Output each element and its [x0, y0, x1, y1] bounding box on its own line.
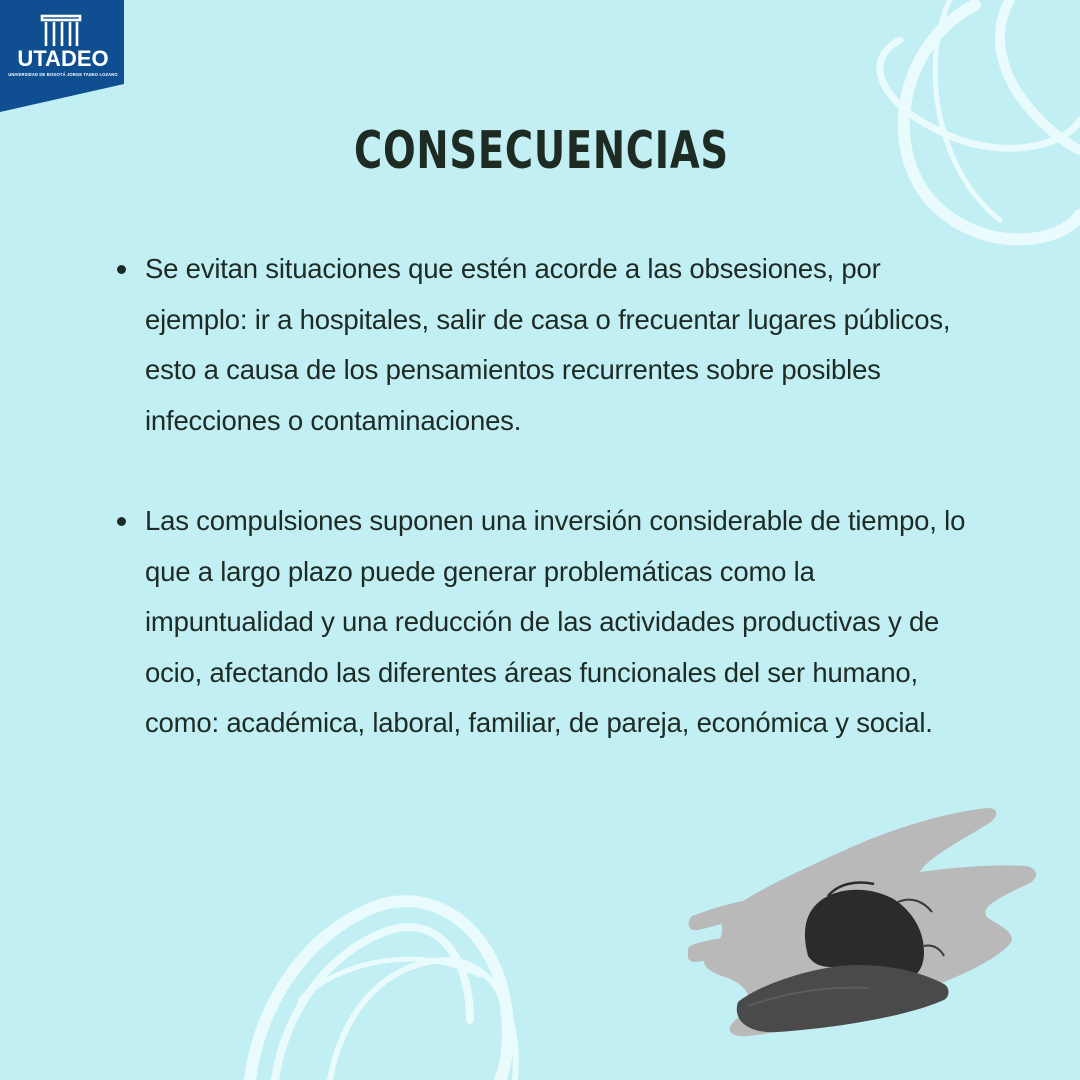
bullet-item: Se evitan situaciones que estén acorde a las obsesiones, por ejemplo: ir a hospitales, salir de casa o frecuentar lugares públicos, esto a causa de los pensamientos recurrentes sobre posibles infecciones o contaminaciones.	[112, 244, 982, 446]
page-title: CONSECUENCIAS	[354, 121, 729, 181]
woman-photo	[688, 806, 1040, 1038]
utadeo-logo	[0, 0, 124, 112]
bullet-item: Las compulsiones suponen una inversión considerable de tiempo, lo que a largo plazo puede generar problemáticas como la impuntualidad y una reducción de las actividades productivas y de ocio, afectando las diferentes áreas funcionales del ser humano, como: académica, laboral, familiar, de pareja, económica y social.	[112, 496, 982, 749]
logo-tagline: UNIVERSIDAD DE BOGOTÁ JORGE TADEO LOZANO	[8, 72, 118, 77]
scribble-bottom-left-loop-3	[330, 960, 516, 1080]
logo-wordmark: UTADEO	[17, 46, 109, 71]
bullet-list	[112, 244, 982, 799]
scribble-top-right-loop-1	[904, 5, 1080, 239]
scribble-top-right-loop-2	[1000, 0, 1080, 150]
